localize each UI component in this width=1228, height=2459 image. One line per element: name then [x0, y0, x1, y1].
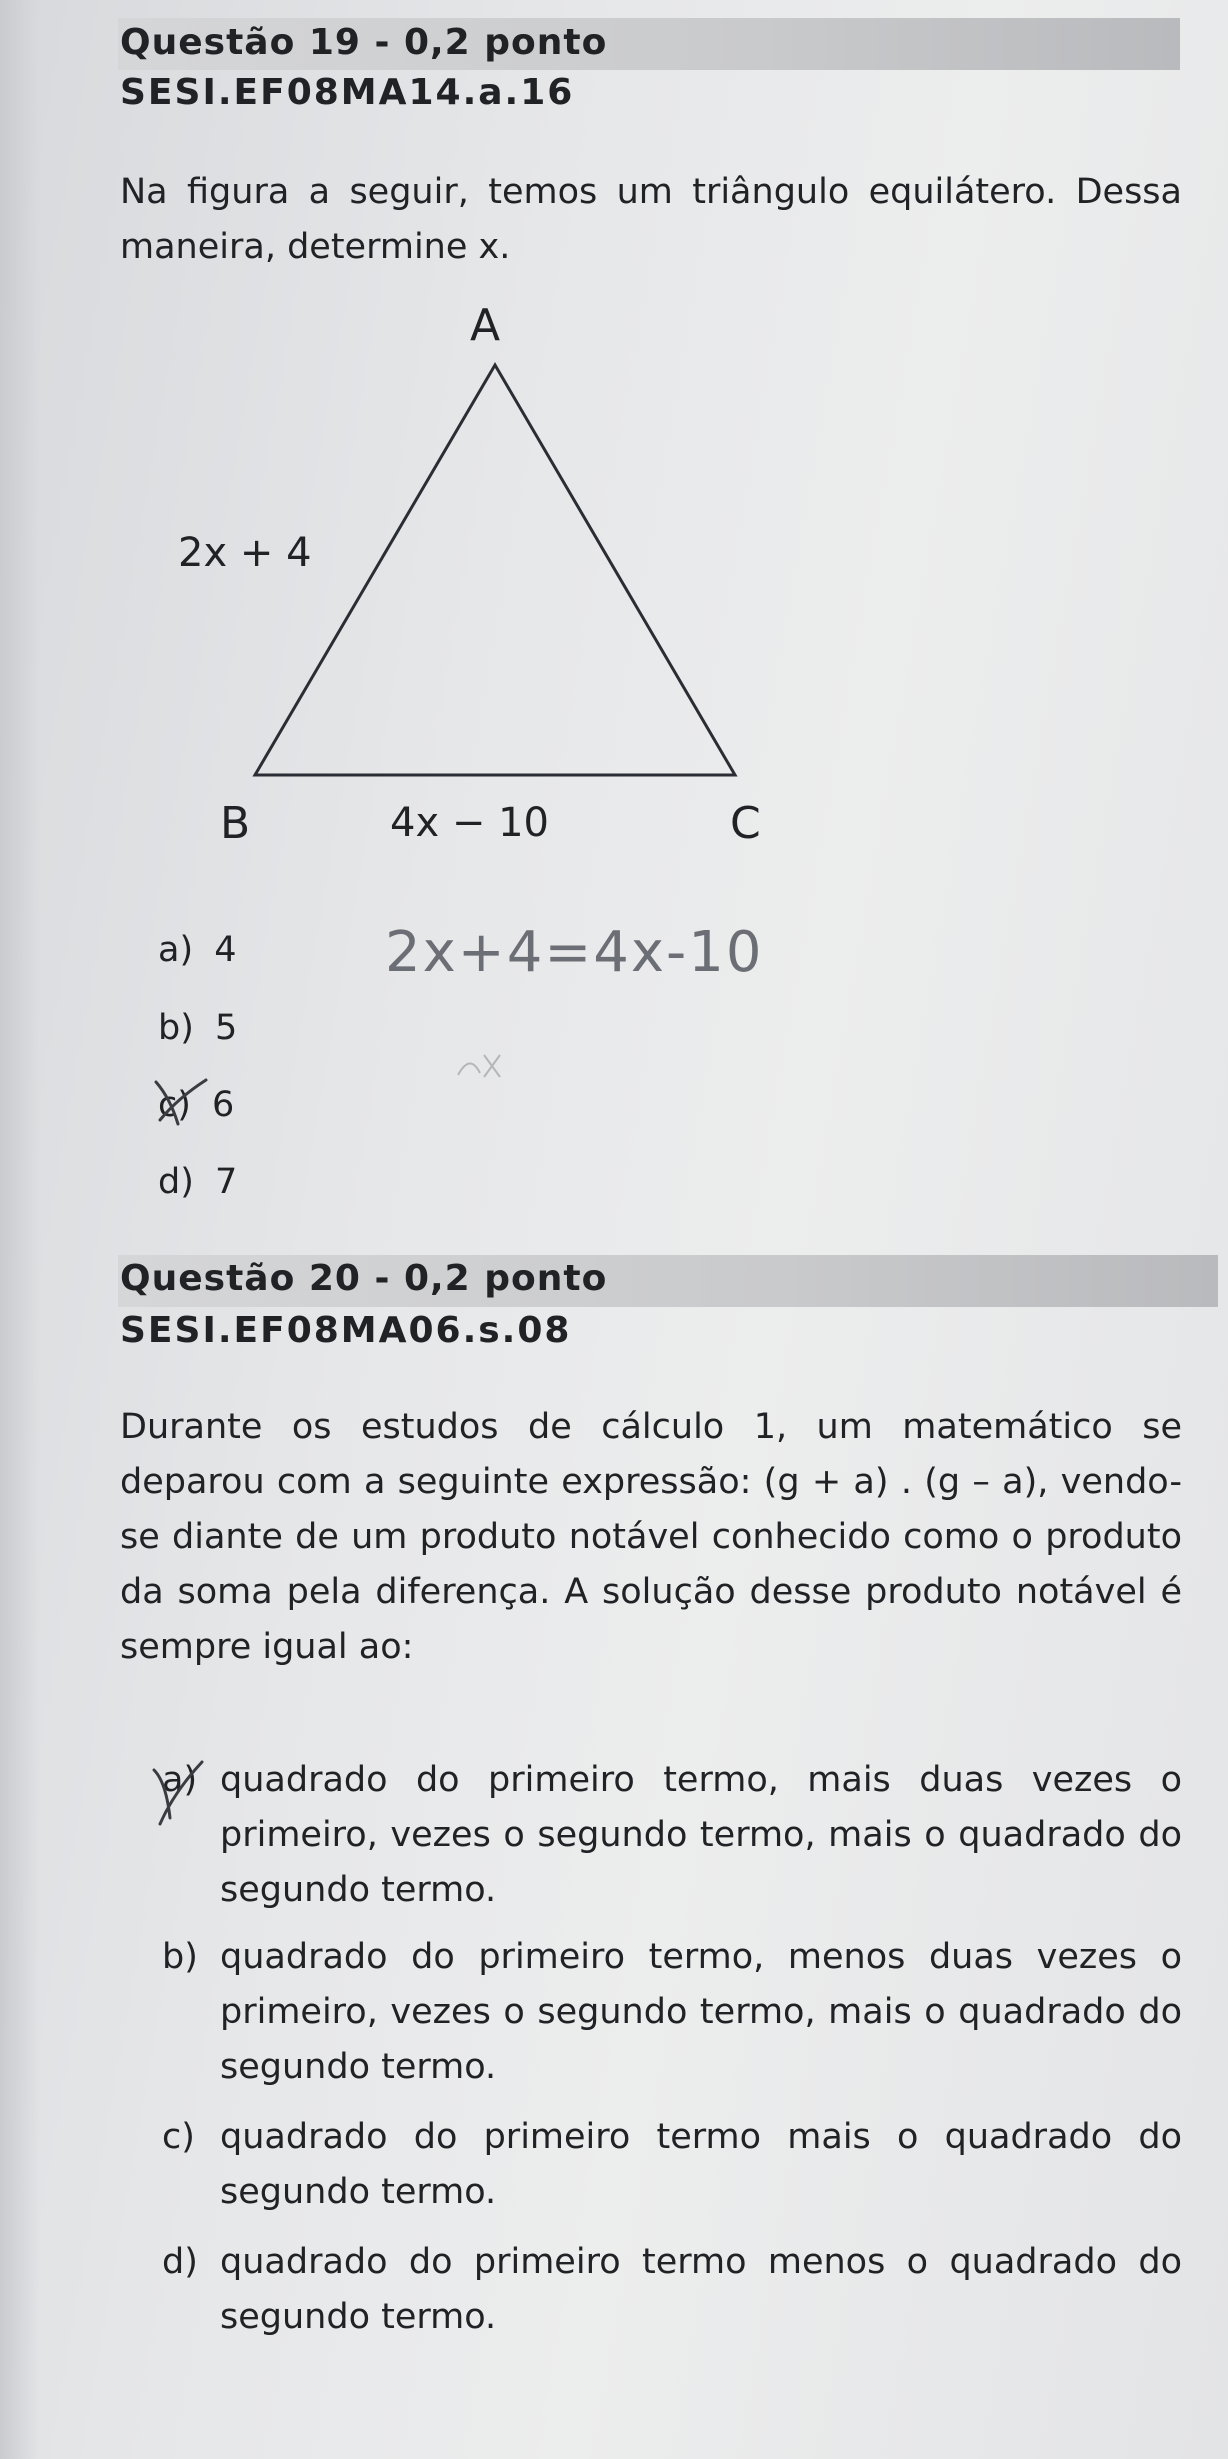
paper-edge-shadow — [0, 0, 40, 2459]
option-letter: d) — [158, 1162, 194, 1202]
option-letter: a) — [162, 1760, 198, 1800]
q19-option-d[interactable] — [158, 1162, 237, 1202]
side-bc-label: 4x − 10 — [390, 800, 549, 846]
q19-title: Questão 19 - 0,2 ponto — [120, 22, 608, 63]
q20-option-d[interactable] — [162, 2235, 1182, 2345]
q19-option-a[interactable] — [158, 930, 237, 970]
q20-option-a[interactable] — [162, 1753, 1182, 1918]
option-text: 7 — [215, 1162, 238, 1202]
q20-option-b[interactable] — [162, 1930, 1182, 2095]
q19-code: SESI.EF08MA14.a.16 — [120, 72, 575, 113]
q19-option-b[interactable] — [158, 1008, 237, 1048]
option-letter: b) — [162, 1937, 198, 1977]
option-text: quadrado do primeiro termo, mais duas vezes o primeiro, vezes o segundo termo, mais o quadrado do segundo termo. — [220, 1760, 1182, 1910]
q20-option-c[interactable] — [162, 2110, 1182, 2220]
option-letter: b) — [158, 1008, 194, 1048]
option-letter: c) — [158, 1085, 191, 1125]
q19-checkmark-icon — [148, 1068, 218, 1138]
vertex-c-label: C — [730, 798, 761, 849]
q20-checkmark-icon — [140, 1752, 210, 1832]
option-text: quadrado do primeiro termo menos o quadrado do segundo termo. — [220, 2242, 1182, 2337]
option-text: 6 — [212, 1085, 235, 1125]
vertex-a-label: A — [470, 300, 501, 351]
option-text: 4 — [214, 930, 237, 970]
option-text: quadrado do primeiro termo mais o quadrado do segundo termo. — [220, 2117, 1182, 2212]
pencil-scribble — [450, 1045, 510, 1085]
option-letter: a) — [158, 930, 194, 970]
vertex-b-label: B — [220, 798, 251, 849]
option-letter: c) — [162, 2117, 195, 2157]
q20-code: SESI.EF08MA06.s.08 — [120, 1310, 572, 1351]
q20-title: Questão 20 - 0,2 ponto — [120, 1258, 608, 1299]
q19-statement: Na figura a seguir, temos um triângulo equilátero. Dessa maneira, determine x. — [120, 172, 1182, 267]
triangle-figure — [230, 355, 750, 800]
q19-handwritten-equation: 2x+4=4x-10 — [385, 920, 764, 985]
option-text: quadrado do primeiro termo, menos duas vezes o primeiro, vezes o segundo termo, mais o quadrado do segundo termo. — [220, 1937, 1182, 2087]
side-ab-label: 2x + 4 — [178, 530, 312, 576]
equilateral-triangle — [255, 365, 735, 775]
q20-statement: Durante os estudos de cálculo 1, um matemático se deparou com a seguinte expressão: (g + a) . (g – a), vendo-se diante de um produto notável conhecido como o produto da soma pela diferença. A solução desse produto notável é sempre igual ao: — [120, 1407, 1182, 1667]
option-letter: d) — [162, 2242, 198, 2282]
option-text: 5 — [215, 1008, 238, 1048]
